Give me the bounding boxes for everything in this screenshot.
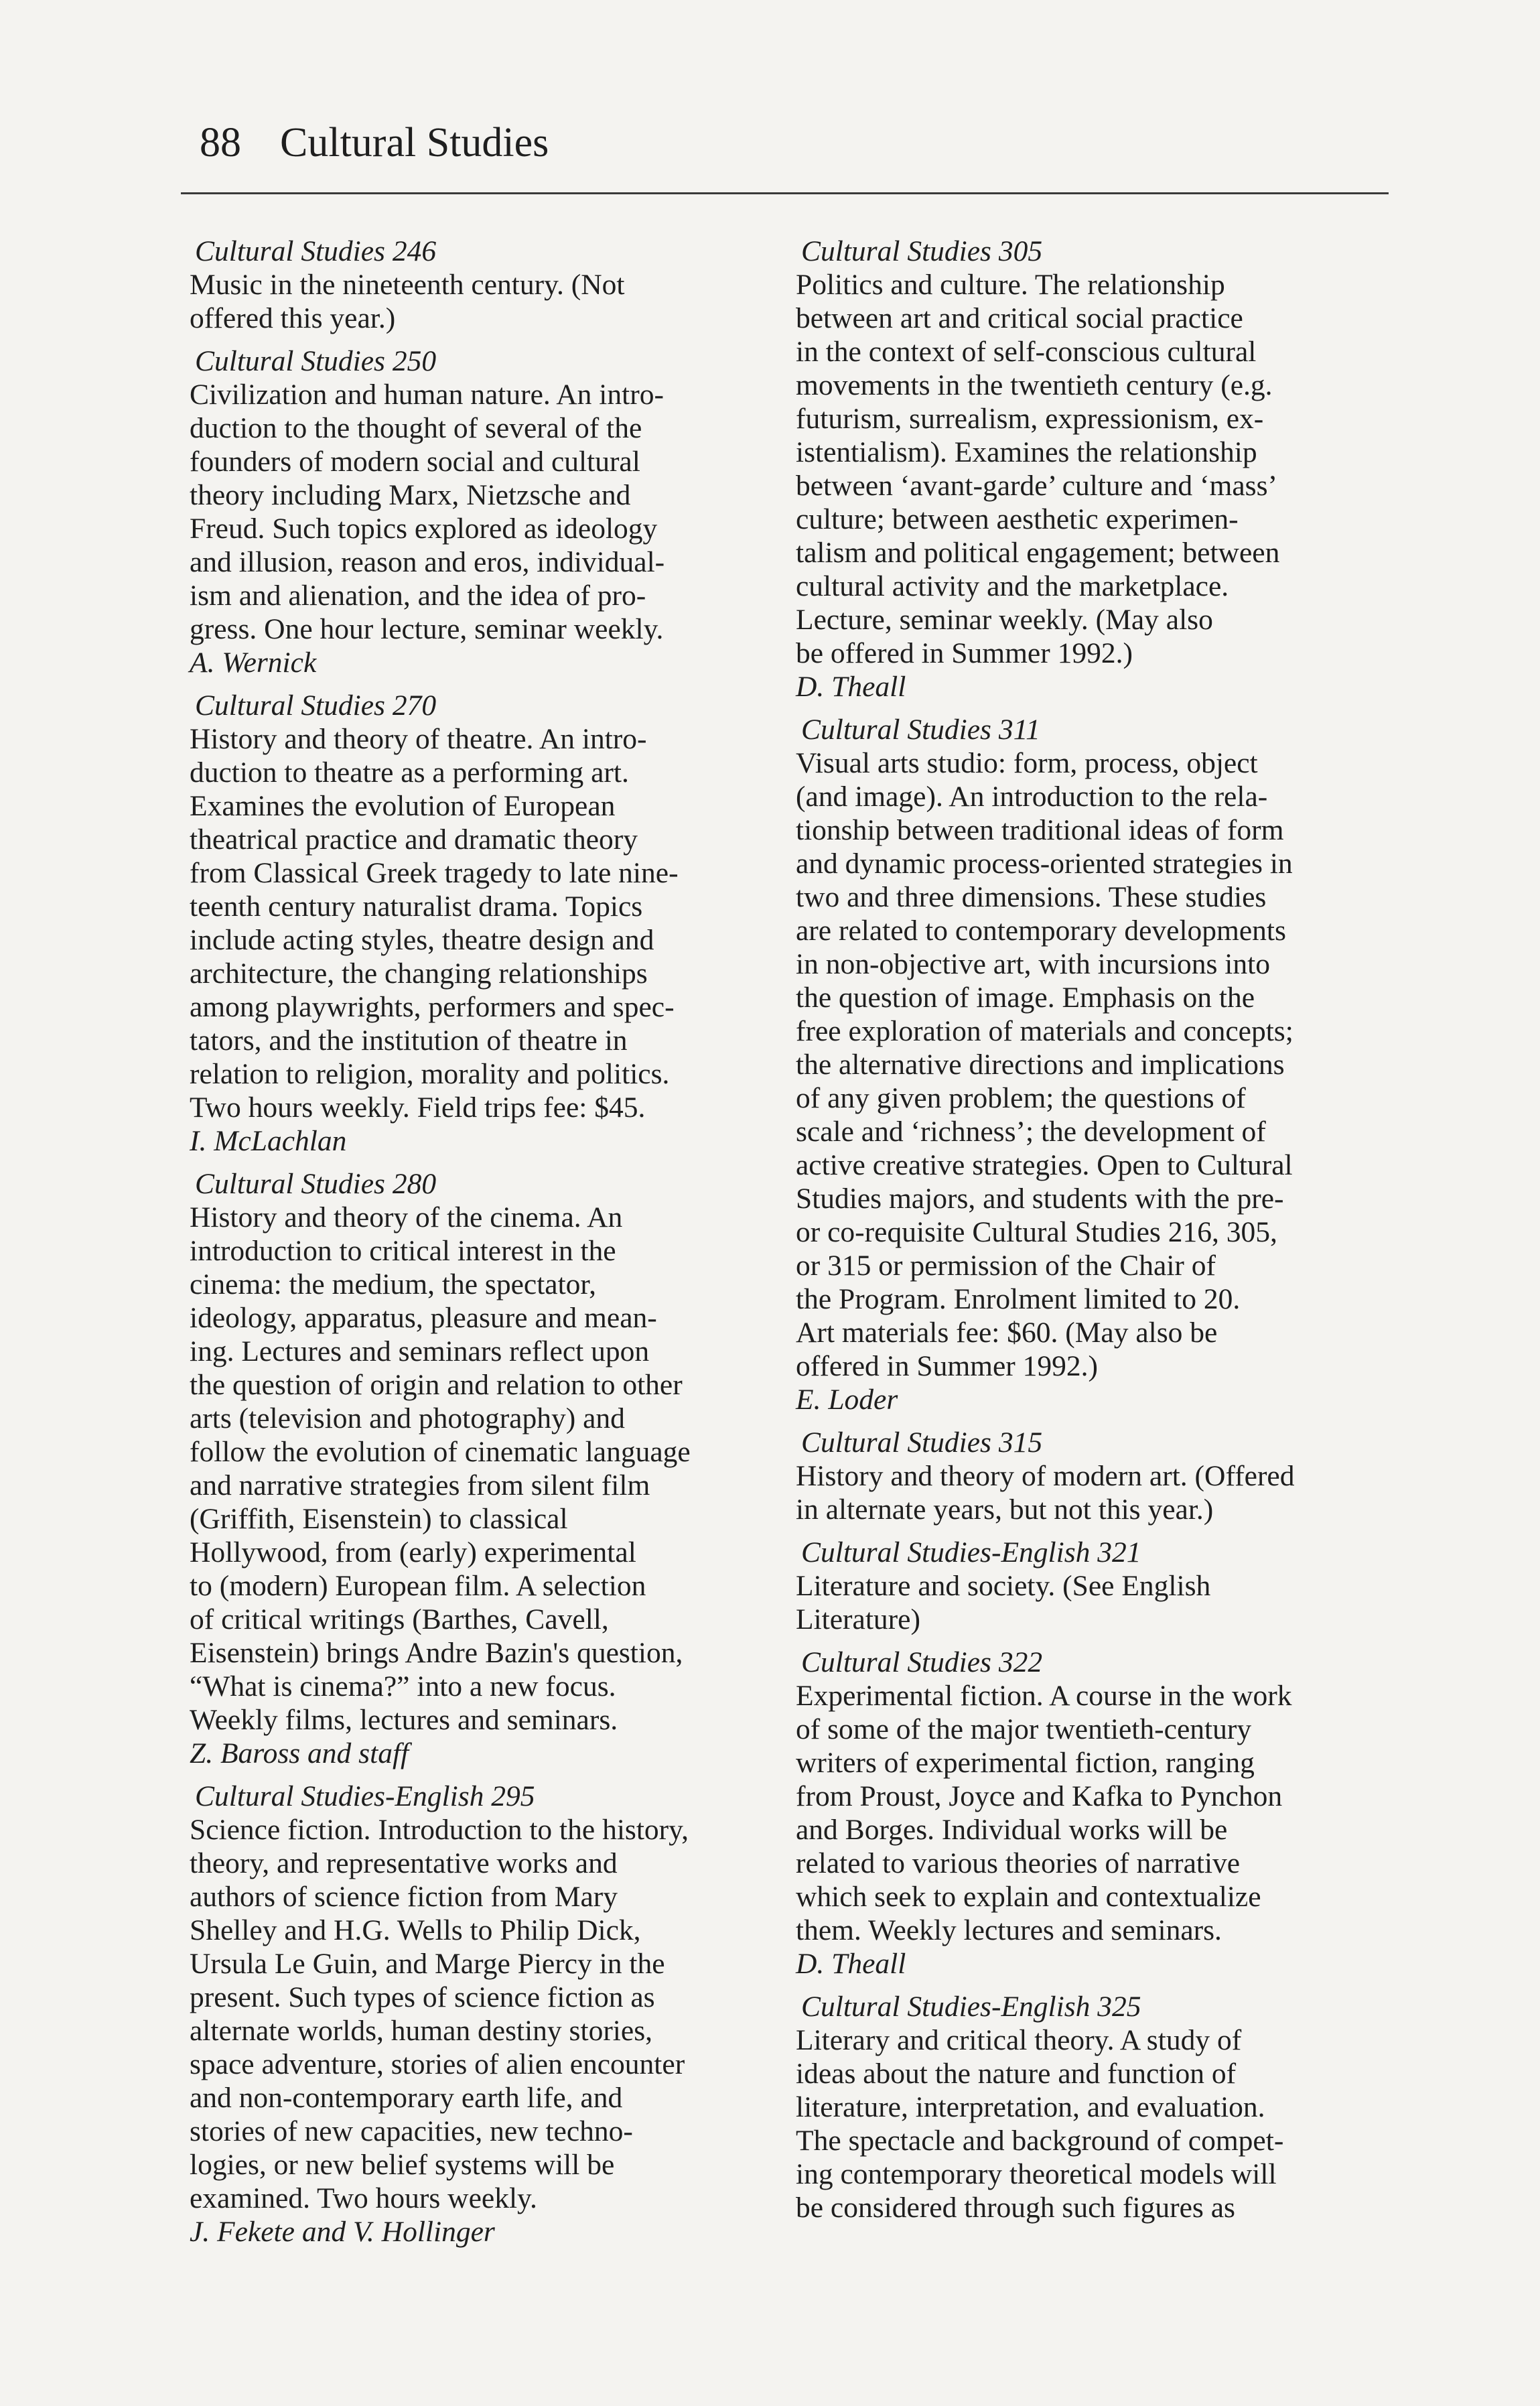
course-entry: [796, 1426, 1372, 1526]
description-line: logies, or new belief systems will be: [190, 2149, 615, 2181]
course-entry: [190, 1167, 766, 1770]
description-line: include acting styles, theatre design and: [190, 924, 654, 956]
course-title: Cultural Studies 280: [195, 1168, 437, 1200]
description-line: the alternative directions and implications: [796, 1049, 1285, 1081]
description-line: follow the evolution of cinematic language: [190, 1436, 691, 1468]
description-line: authors of science fiction from Mary: [190, 1881, 618, 1913]
course-title: Cultural Studies 250: [195, 345, 437, 377]
description-line: tionship between traditional ideas of form: [796, 814, 1284, 846]
description-line: cinema: the medium, the spectator,: [190, 1268, 597, 1300]
description-line: in the context of self-conscious cultural: [796, 336, 1257, 368]
description-line: Visual arts studio: form, process, object: [796, 747, 1258, 779]
description-line: active creative strategies. Open to Cultural: [796, 1149, 1293, 1181]
course-entry: [190, 1780, 766, 2249]
description-line: Weekly films, lectures and seminars.: [190, 1704, 618, 1736]
description-line: teenth century naturalist drama. Topics: [190, 890, 643, 923]
description-line: and illusion, reason and eros, individual-: [190, 546, 665, 578]
description-line: Art materials fee: $60. (May also be: [796, 1317, 1218, 1349]
description-line: Literary and critical theory. A study of: [796, 2024, 1242, 2056]
description-line: Science fiction. Introduction to the history,: [190, 1814, 689, 1846]
description-line: Examines the evolution of European: [190, 790, 616, 822]
description-line: from Classical Greek tragedy to late nine-: [190, 857, 679, 889]
description-line: Experimental fiction. A course in the work: [796, 1680, 1292, 1712]
description-line: Shelley and H.G. Wells to Philip Dick,: [190, 1914, 641, 1946]
description-line: ideology, apparatus, pleasure and mean-: [190, 1302, 657, 1334]
description-line: culture; between aesthetic experimen-: [796, 503, 1239, 535]
description-line: between ‘avant-garde’ culture and ‘mass’: [796, 470, 1278, 502]
description-line: scale and ‘richness’; the development of: [796, 1116, 1266, 1148]
course-entry: [796, 1646, 1372, 1981]
description-line: free exploration of materials and concepts;: [796, 1015, 1293, 1047]
description-line: examined. Two hours weekly.: [190, 2182, 537, 2214]
course-title: Cultural Studies-English 325: [801, 1991, 1141, 2023]
description-line: space adventure, stories of alien encounter: [190, 2048, 685, 2080]
description-line: Literature): [796, 1603, 920, 1635]
description-line: of any given problem; the questions of: [796, 1082, 1246, 1114]
instructor-name: E. Loder: [796, 1384, 898, 1416]
description-line: in alternate years, but not this year.): [796, 1493, 1214, 1526]
description-line: Literature and society. (See English: [796, 1570, 1211, 1602]
description-line: Civilization and human nature. An intro-: [190, 379, 664, 411]
description-line: from Proust, Joyce and Kafka to Pynchon: [796, 1780, 1283, 1812]
description-line: architecture, the changing relationships: [190, 957, 648, 990]
description-line: duction to theatre as a performing art.: [190, 756, 629, 789]
description-line: and dynamic process-oriented strategies in: [796, 848, 1293, 880]
description-line: be offered in Summer 1992.): [796, 637, 1133, 669]
description-line: offered this year.): [190, 302, 396, 334]
course-title: Cultural Studies-English 295: [195, 1780, 535, 1812]
description-line: History and theory of the cinema. An: [190, 1201, 623, 1233]
description-line: and Borges. Individual works will be: [796, 1814, 1228, 1846]
description-line: the question of origin and relation to other: [190, 1369, 683, 1401]
instructor-name: D. Theall: [796, 671, 906, 703]
description-line: Eisenstein) brings Andre Bazin's question,: [190, 1637, 683, 1669]
course-title: Cultural Studies 311: [801, 714, 1040, 746]
description-line: of critical writings (Barthes, Cavell,: [190, 1603, 609, 1635]
description-line: Two hours weekly. Field trips fee: $45.: [190, 1091, 646, 1124]
description-line: and non-contemporary earth life, and: [190, 2082, 623, 2114]
description-line: alternate worlds, human destiny stories,: [190, 2015, 653, 2047]
header-rule: [181, 192, 1389, 194]
description-line: (and image). An introduction to the rela-: [796, 781, 1268, 813]
description-line: Hollywood, from (early) experimental: [190, 1536, 636, 1568]
page-number: 88: [200, 120, 241, 165]
course-title: Cultural Studies 246: [195, 235, 437, 267]
description-line: the Program. Enrolment limited to 20.: [796, 1283, 1241, 1315]
description-line: The spectacle and background of compet-: [796, 2125, 1284, 2157]
course-entry: [796, 235, 1372, 704]
section-title: Cultural Studies: [280, 120, 549, 165]
description-line: stories of new capacities, new techno-: [190, 2115, 633, 2147]
description-line: History and theory of modern art. (Offered: [796, 1460, 1295, 1492]
description-line: in non-objective art, with incursions into: [796, 948, 1270, 980]
description-line: between art and critical social practice: [796, 302, 1243, 334]
description-line: among playwrights, performers and spec-: [190, 991, 675, 1023]
description-line: duction to the thought of several of the: [190, 412, 642, 444]
course-entry: [796, 1990, 1372, 2224]
course-title: Cultural Studies 270: [195, 689, 437, 722]
description-line: ism and alienation, and the idea of pro-: [190, 580, 646, 612]
instructor-name: Z. Baross and staff: [190, 1737, 409, 1769]
description-line: Politics and culture. The relationship: [796, 269, 1225, 301]
description-line: be considered through such figures as: [796, 2192, 1235, 2224]
course-title: Cultural Studies 305: [801, 235, 1043, 267]
course-entry: [796, 713, 1372, 1416]
description-line: which seek to explain and contextualize: [796, 1881, 1261, 1913]
course-title: Cultural Studies-English 321: [801, 1536, 1141, 1568]
description-line: movements in the twentieth century (e.g.: [796, 369, 1273, 401]
description-line: the question of image. Emphasis on the: [796, 982, 1255, 1014]
description-line: (Griffith, Eisenstein) to classical: [190, 1503, 568, 1535]
description-line: them. Weekly lectures and seminars.: [796, 1914, 1222, 1946]
description-line: futurism, surrealism, expressionism, ex-: [796, 403, 1264, 435]
description-line: are related to contemporary developments: [796, 915, 1286, 947]
course-title: Cultural Studies 322: [801, 1646, 1043, 1678]
description-line: or 315 or permission of the Chair of: [796, 1250, 1216, 1282]
description-line: ing. Lectures and seminars reflect upon: [190, 1335, 650, 1367]
course-entry: [190, 344, 766, 679]
page-header: [200, 122, 549, 163]
description-line: theatrical practice and dramatic theory: [190, 823, 638, 856]
description-line: tators, and the institution of theatre in: [190, 1024, 628, 1057]
description-line: Lecture, seminar weekly. (May also: [796, 604, 1213, 636]
description-line: ing contemporary theoretical models will: [796, 2158, 1277, 2190]
description-line: literature, interpretation, and evaluation.: [796, 2091, 1265, 2123]
description-line: founders of modern social and cultural: [190, 446, 640, 478]
description-line: istentialism). Examines the relationship: [796, 436, 1257, 468]
description-line: gress. One hour lecture, seminar weekly.: [190, 613, 664, 645]
description-line: present. Such types of science fiction as: [190, 1981, 655, 2013]
course-title: Cultural Studies 315: [801, 1426, 1043, 1459]
description-line: cultural activity and the marketplace.: [796, 570, 1229, 602]
description-line: or co-requisite Cultural Studies 216, 305,: [796, 1216, 1277, 1248]
left-column: [190, 235, 766, 2258]
course-entry: [190, 235, 766, 335]
description-line: Music in the nineteenth century. (Not: [190, 269, 625, 301]
description-line: related to various theories of narrative: [796, 1847, 1241, 1879]
description-line: theory including Marx, Nietzsche and: [190, 479, 631, 511]
description-line: introduction to critical interest in the: [190, 1235, 616, 1267]
description-line: ideas about the nature and function of: [796, 2058, 1237, 2090]
description-line: offered in Summer 1992.): [796, 1350, 1099, 1382]
description-line: Ursula Le Guin, and Marge Piercy in the: [190, 1948, 665, 1980]
description-line: Studies majors, and students with the pre-: [796, 1183, 1284, 1215]
description-line: relation to religion, morality and politics.: [190, 1058, 670, 1090]
description-line: to (modern) European film. A selection: [190, 1570, 646, 1602]
instructor-name: A. Wernick: [190, 647, 317, 679]
description-line: History and theory of theatre. An intro-: [190, 723, 647, 755]
description-line: talism and political engagement; between: [796, 537, 1280, 569]
right-column: [796, 235, 1372, 2234]
description-line: two and three dimensions. These studies: [796, 881, 1267, 913]
description-line: and narrative strategies from silent film: [190, 1469, 650, 1501]
description-line: “What is cinema?” into a new focus.: [190, 1670, 616, 1702]
instructor-name: I. McLachlan: [190, 1125, 347, 1157]
description-line: theory, and representative works and: [190, 1847, 618, 1879]
course-entry: [190, 689, 766, 1158]
instructor-name: D. Theall: [796, 1948, 906, 1980]
course-entry: [796, 1536, 1372, 1636]
description-line: Freud. Such topics explored as ideology: [190, 513, 658, 545]
description-line: arts (television and photography) and: [190, 1402, 625, 1434]
description-line: writers of experimental fiction, ranging: [796, 1747, 1255, 1779]
description-line: of some of the major twentieth-century: [796, 1713, 1252, 1745]
instructor-name: J. Fekete and V. Hollinger: [190, 2216, 495, 2248]
